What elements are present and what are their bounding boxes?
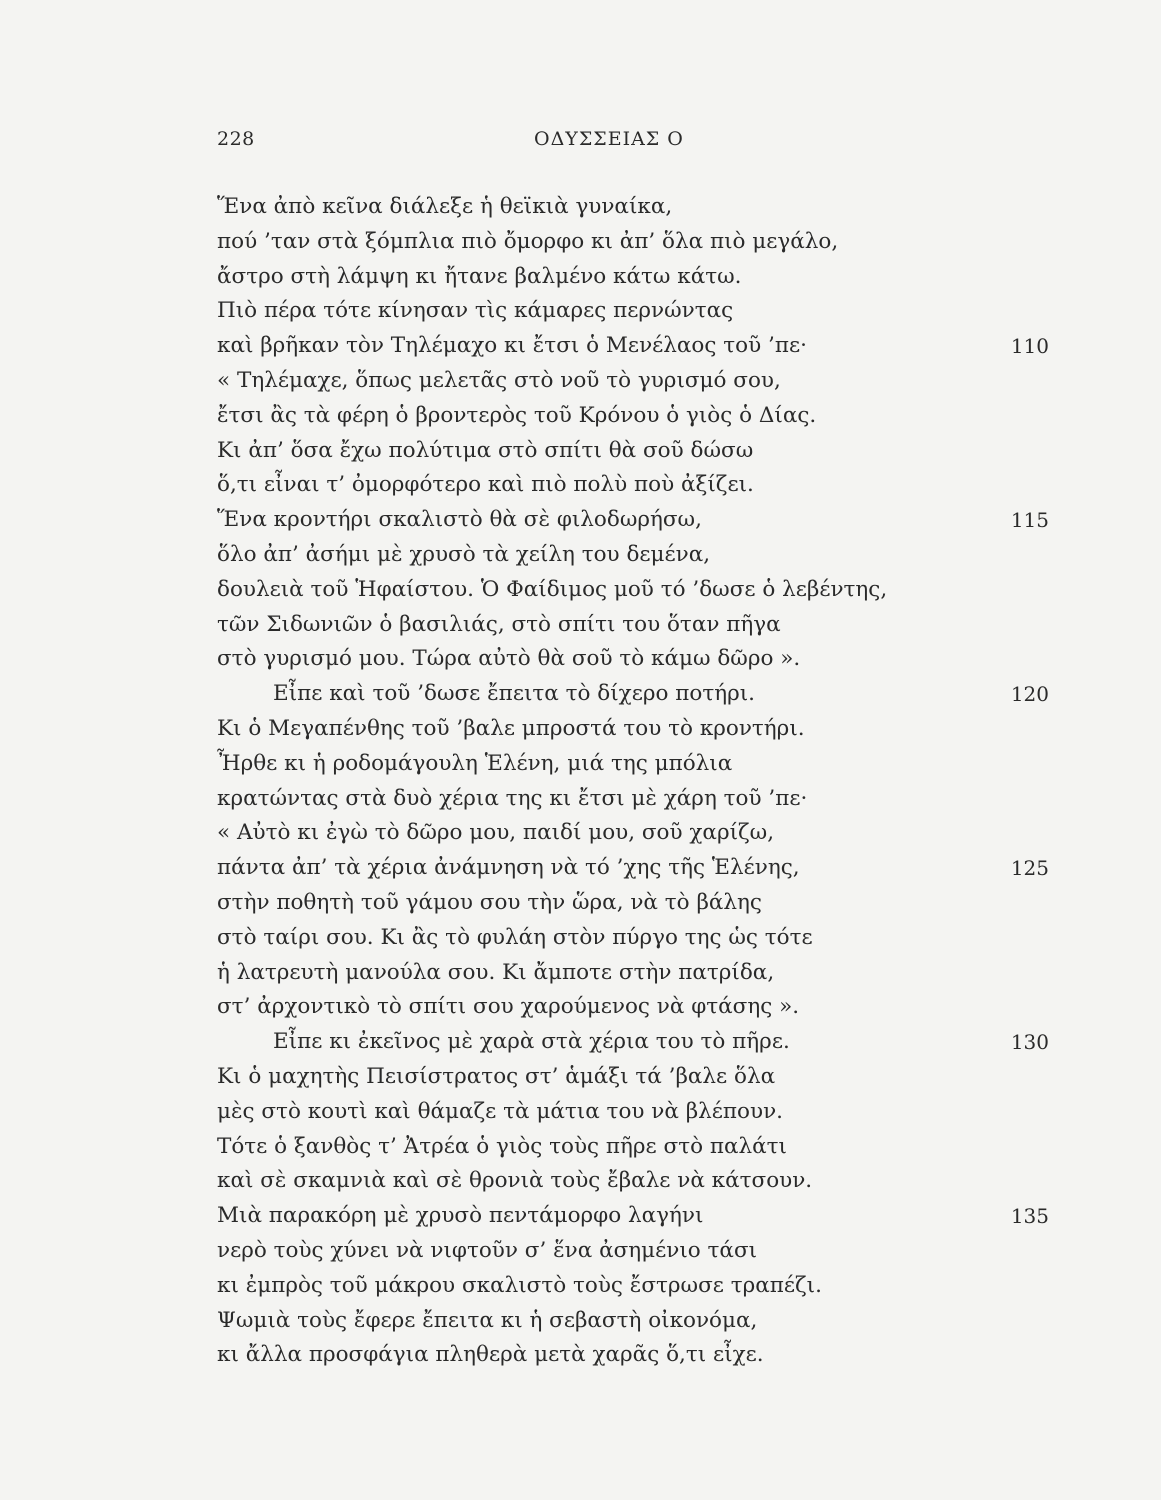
verse-text: Ἕνα ἀπὸ κεῖνα διάλεξε ἡ θεϊκιὰ γυναίκα,	[217, 194, 673, 219]
verse-line	[217, 1269, 1057, 1304]
verse-text: πού ’ταν στὰ ξόμπλια πιὸ ὄμορφο κι ἀπ’ ὅλα πιὸ μεγάλο,	[217, 228, 839, 254]
verse-text: Κι ὁ μαχητὴς Πεισίστρατος στ’ ἁμάξι τά ’βαλε ὅλα	[217, 1063, 776, 1089]
verse-line	[217, 1025, 1057, 1060]
verse-line	[217, 329, 1057, 364]
verse-text: Μιὰ παρακόρη μὲ χρυσὸ πεντάμορφο λαγήνι	[217, 1203, 704, 1229]
verse-text: Τότε ὁ ξανθὸς τ’ Ἀτρέα ὁ γιὸς τοὺς πῆρε στὸ παλάτι	[217, 1133, 787, 1159]
verse-line	[217, 712, 1057, 747]
verse-text: ὅλο ἀπ’ ἀσήμι μὲ χρυσὸ τὰ χείλη του δεμένα,	[217, 541, 711, 567]
verse-text: κι ἐμπρὸς τοῦ μάκρου σκαλιστὸ τοὺς ἔστρωσε τραπέζι.	[217, 1272, 822, 1298]
verse-text: Κι ὁ Μεγαπένθης τοῦ ’βαλε μπροστά του τὸ κροντήρι.	[217, 715, 805, 741]
verse-line	[217, 1095, 1057, 1130]
verse-line	[217, 434, 1057, 469]
line-number: 135	[1010, 1204, 1049, 1229]
verse-line	[217, 1234, 1057, 1269]
verse-line	[217, 956, 1057, 991]
verse-line	[217, 503, 1057, 538]
verse-line	[217, 225, 1057, 260]
verse-line	[217, 294, 1057, 329]
line-number: 110	[1010, 334, 1049, 359]
verse-text: νερὸ τοὺς χύνει νὰ νιφτοῦν σ’ ἕνα ἀσημένιο τάσι	[217, 1237, 758, 1263]
verse-line	[217, 782, 1057, 817]
verse-text: στὸ γυρισμό μου. Τώρα αὐτὸ θὰ σοῦ τὸ κάμω δῶρο ».	[217, 646, 801, 672]
verse-line	[217, 851, 1057, 886]
verse-line	[217, 990, 1057, 1025]
page-number: 228	[217, 128, 255, 150]
verse-line	[217, 1060, 1057, 1095]
verse-line	[217, 364, 1057, 399]
verse-text: τῶν Σιδωνιῶν ὁ βασιλιάς, στὸ σπίτι του ὅταν πῆγα	[217, 611, 781, 637]
verse-text: στὴν ποθητὴ τοῦ γάμου σου τὴν ὥρα, νὰ τὸ βάλης	[217, 889, 762, 915]
verse-line	[217, 399, 1057, 434]
verse-text: « Τηλέμαχε, ὅπως μελετᾶς στὸ νοῦ τὸ γυρισμό σου,	[217, 367, 781, 393]
verse-line	[217, 747, 1057, 782]
page-header	[217, 128, 1047, 162]
verse-line	[217, 642, 1057, 677]
verse-line	[217, 468, 1057, 503]
line-number: 115	[1010, 508, 1049, 533]
verse-text: ἔτσι ἂς τὰ φέρη ὁ βροντερὸς τοῦ Κρόνου ὁ γιὸς ὁ Δίας.	[217, 402, 817, 428]
verse-line	[217, 816, 1057, 851]
verse-text: κι ἄλλα προσφάγια πληθερὰ μετὰ χαρᾶς ὅ,τι εἶχε.	[217, 1342, 764, 1368]
verse-line	[217, 608, 1057, 643]
verse-text: ἡ λατρευτὴ μανούλα σου. Κι ἄμποτε στὴν πατρίδα,	[217, 959, 775, 985]
line-number: 120	[1010, 682, 1049, 707]
verse-text: στ’ ἀρχοντικὸ τὸ σπίτι σου χαρούμενος νὰ φτάσης ».	[217, 994, 800, 1020]
verse-text: ἄστρο στὴ λάμψη κι ἤτανε βαλμένο κάτω κάτω.	[217, 263, 742, 289]
verse-text: πάντα ἀπ’ τὰ χέρια ἀνάμνηση νὰ τό ’χης τῆς Ἑλένης,	[217, 855, 800, 881]
verse-text: καὶ σὲ σκαμνιὰ καὶ σὲ θρονιὰ τοὺς ἔβαλε νὰ κάτσουν.	[217, 1168, 813, 1194]
verse-text: δουλειὰ τοῦ Ἡφαίστου. Ὁ Φαίδιμος μοῦ τό ’δωσε ὁ λεβέντης,	[217, 576, 888, 602]
verse-block	[217, 190, 1057, 1373]
verse-text: « Αὐτὸ κι ἐγὼ τὸ δῶρο μου, παιδί μου, σοῦ χαρίζω,	[217, 820, 775, 846]
verse-line	[217, 921, 1057, 956]
verse-text: κρατώντας στὰ δυὸ χέρια της κι ἔτσι μὲ χάρη τοῦ ’πε·	[217, 785, 808, 811]
line-number: 130	[1010, 1030, 1049, 1055]
verse-text: Ἦρθε κι ἡ ροδομάγουλη Ἑλένη, μιά της μπόλια	[217, 750, 733, 776]
verse-line	[217, 260, 1057, 295]
verse-text: Εἶπε κι ἐκεῖνος μὲ χαρὰ στὰ χέρια του τὸ πῆρε.	[273, 1029, 790, 1055]
verse-text: ὅ,τι εἶναι τ’ ὀμορφότερο καὶ πιὸ πολὺ ποὺ ἀξίζει.	[217, 472, 754, 498]
verse-line	[217, 573, 1057, 608]
verse-line	[217, 190, 1057, 225]
verse-line	[217, 886, 1057, 921]
verse-line	[217, 1130, 1057, 1165]
verse-text: Ψωμιὰ τοὺς ἔφερε ἔπειτα κι ἡ σεβαστὴ οἰκονόμα,	[217, 1307, 758, 1333]
line-number: 125	[1010, 856, 1049, 881]
verse-line	[217, 1199, 1057, 1234]
verse-text: καὶ βρῆκαν τὸν Τηλέμαχο κι ἔτσι ὁ Μενέλαος τοῦ ’πε·	[217, 333, 807, 359]
verse-line	[217, 1164, 1057, 1199]
verse-line	[217, 677, 1057, 712]
running-title: ΟΔΥΣΣΕΙΑΣ Ο	[534, 128, 684, 150]
verse-text: Ἕνα κροντήρι σκαλιστὸ θὰ σὲ φιλοδωρήσω,	[217, 507, 702, 533]
verse-line	[217, 1338, 1057, 1373]
verse-text: Πιὸ πέρα τότε κίνησαν τὶς κάμαρες περνώντας	[217, 298, 734, 324]
verse-text: μὲς στὸ κουτὶ καὶ θάμαζε τὰ μάτια του νὰ βλέπουν.	[217, 1098, 783, 1124]
verse-text: Κι ἀπ’ ὅσα ἔχω πολύτιμα στὸ σπίτι θὰ σοῦ δώσω	[217, 437, 754, 463]
verse-line	[217, 538, 1057, 573]
verse-text: στὸ ταίρι σου. Κι ἂς τὸ φυλάη στὸν πύργο της ὡς τότε	[217, 924, 813, 950]
verse-text: Εἶπε καὶ τοῦ ’δωσε ἔπειτα τὸ δίχερο ποτήρι.	[273, 681, 756, 707]
verse-line	[217, 1304, 1057, 1339]
